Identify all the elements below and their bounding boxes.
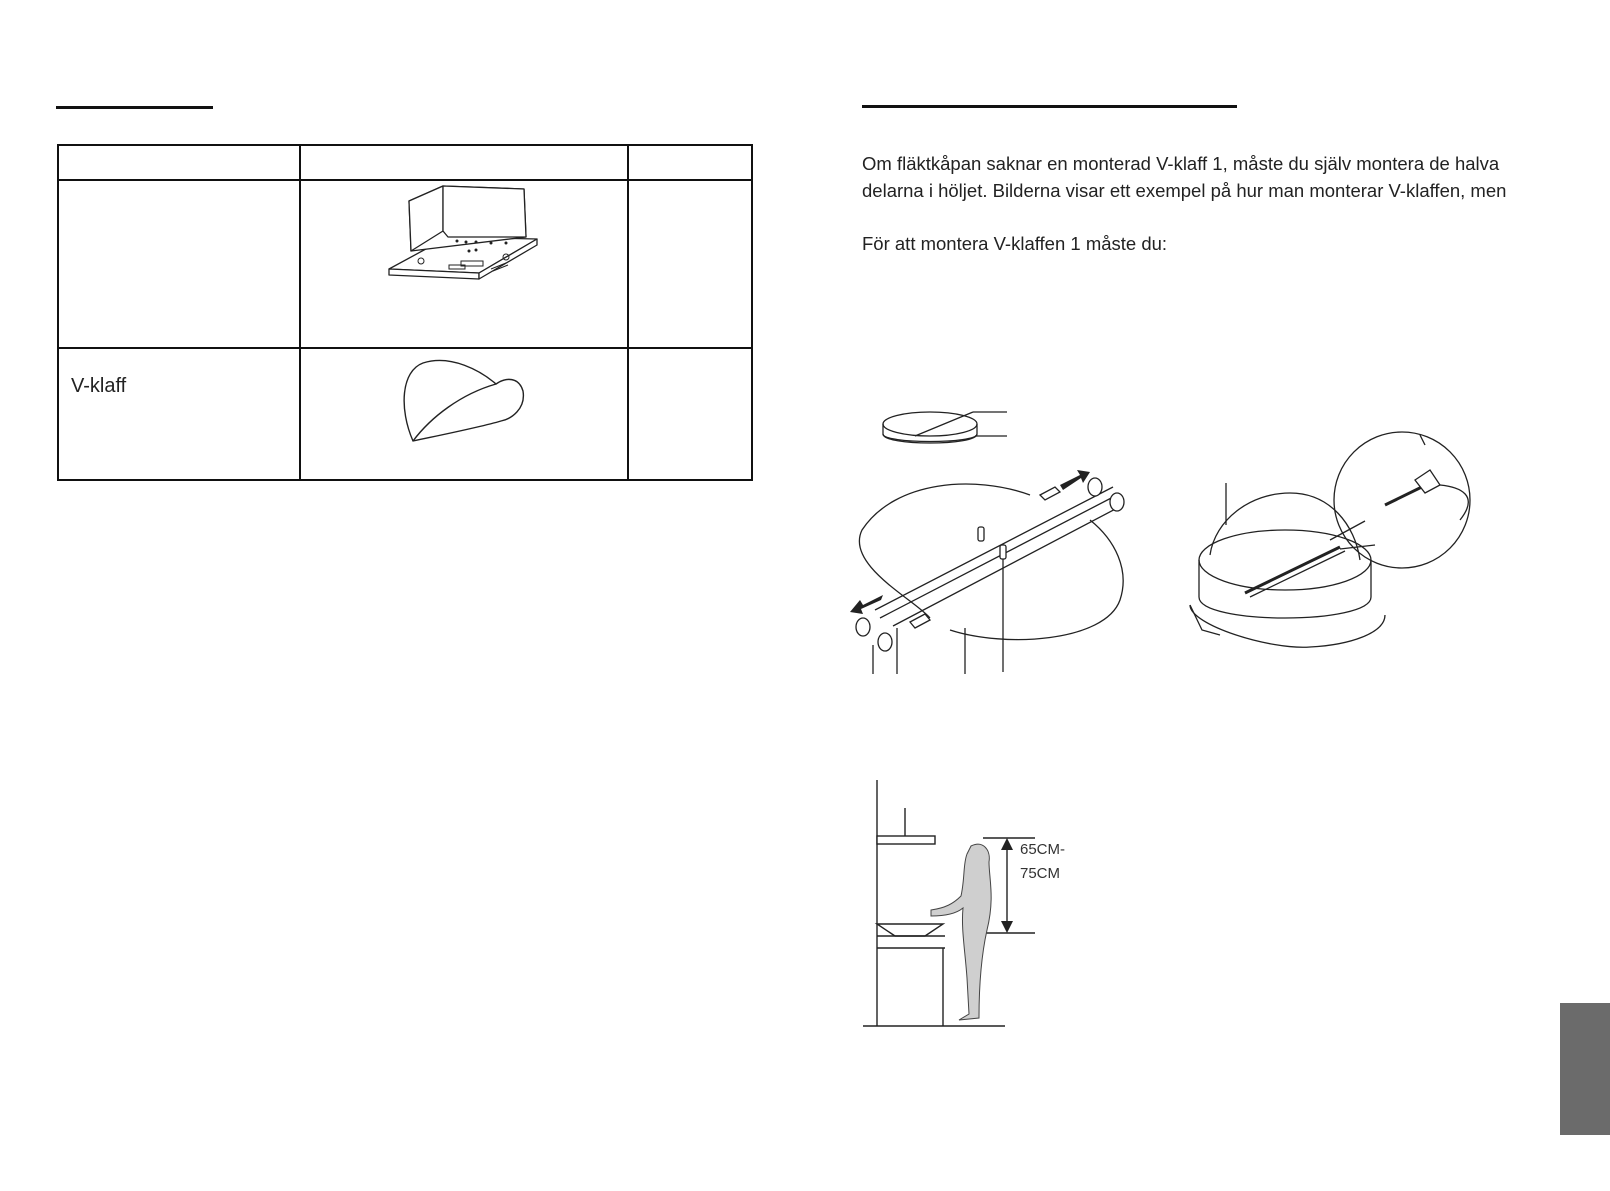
parts-table (57, 144, 753, 481)
table-header-cell (300, 145, 628, 180)
steps-intro: För att montera V-klaffen 1 måste du: (862, 233, 1168, 254)
v-flap-illustration (301, 349, 627, 451)
section-rule-left (56, 106, 213, 109)
table-row (58, 180, 752, 348)
side-tab (1560, 1003, 1610, 1135)
dimension-label: 65CM- 75CM (1020, 841, 1066, 882)
section-rule-right (862, 105, 1237, 108)
table-header-cell (58, 145, 300, 180)
v-flap-installed-diagram (1190, 425, 1530, 675)
table-header-cell (628, 145, 752, 180)
table-row (58, 348, 752, 480)
mounting-height-diagram (855, 778, 1055, 1038)
person-silhouette (931, 844, 991, 1020)
table-header-row (58, 145, 752, 180)
cooker-hood-illustration (301, 181, 627, 319)
v-flap-exploded-diagram (855, 380, 1175, 680)
part-name (58, 180, 300, 348)
intro-paragraph: Om fläktkåpan saknar en monterad V-klaff 1, måste du själv montera de halva delarna i höljet. Bilderna visar ett exempel på hur man monterar V-klaffen, men (862, 153, 1507, 201)
part-name: V-klaff (58, 348, 300, 480)
